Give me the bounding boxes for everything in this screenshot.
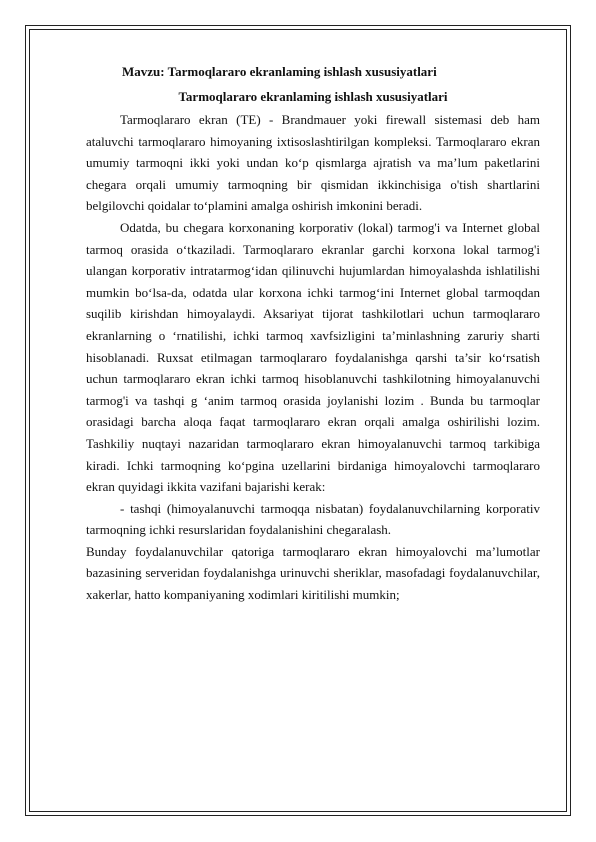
section-heading: Tarmoqlararo ekranlaming ishlash xususiyatlari: [178, 89, 448, 104]
paragraph-task-item: - tashqi (himoyalanuvchi tarmoqqa nisbatan) foydalanuvchilarning korporativ tarmoqning ichki resurslaridan foydalanishini chegaralash.: [86, 500, 540, 538]
paragraph-users: Bunday foydalanuvchilar qatoriga tarmoqlararo ekran himoyalovchi ma’lumotlar bazasining serveridan foydalanishga urinuvchi sheriklar, masofadagi foydalanuvchilar, xakerlar, hatto kompaniyaning xodimlari kiritilishi mumkin;: [86, 543, 540, 603]
topic-line: Mavzu: Tarmoqlararo ekranlaming ishlash xususiyatlari: [122, 64, 437, 79]
paragraph-placement: Odatda, bu chegara korxonaning korporativ (lokal) tarmog'i va Internet global tarmoq orasida o‘tkaziladi. Tarmoqlararo ekranlar garchi korxona lokal tarmog'i ulangan korporativ intratarmog‘idan qilinuvchi hujumlardan himoyalashda ishlatilishi mumkin bo‘lsa-da, odatda ular korxona ichki tarmog‘ini Internet global tarmoqdan suqilib kirishdan himoyalaydi. Aksariyat tijorat tashkilotlari uchun tarmoqlararo ekranlarning o ‘rnatilishi, ichki tarmoq xavfsizligini ta’minlashning zaruriy sharti hisoblanadi. Ruxsat etilmagan tarmoqlararo foydalanishga qarshi ta’sir ko‘rsatish uchun tarmoqlararo ekran ichki tarmoq hisoblanuvchi tashkilotning himoyalanuvchi tarmog'i va tashqi g ‘anim tarmoq orasida joylanishi lozim . Bunda bu tarmoqlar orasidagi barcha aloqa faqat tarmoqlararo ekran orqali amalga oshirilishi lozim. Tashkiliy nuqtayi nazaridan tarmoqlararo ekran himoyalanuvchi tarmoq tarkibiga kiradi. Ichki tarmoqning ko‘pgina uzellarini birdaniga himoyalovchi tarmoqlararo ekran quyidagi ikkita vazifani bajarishi kerak:: [86, 219, 540, 495]
paragraph-definition: Tarmoqlararo ekran (TE) - Brandmauer yoki firewall sistemasi deb ham ataluvchi tarmoqlararo himoyaning ixtisoslashtirilgan kompleksi. Tarmoqlararo ekran umumiy tarmoqni ikki yoki undan ko‘p qismlarga ajratish va ma’lum paketlarini chegara orqali umumiy tarmoqning bir qismidan ikkinchisiga o'tish shartlarini belgilovchi qoidalar to‘plamini amalga oshirish imkonini beradi.: [86, 112, 540, 214]
document-body: [86, 62, 540, 606]
